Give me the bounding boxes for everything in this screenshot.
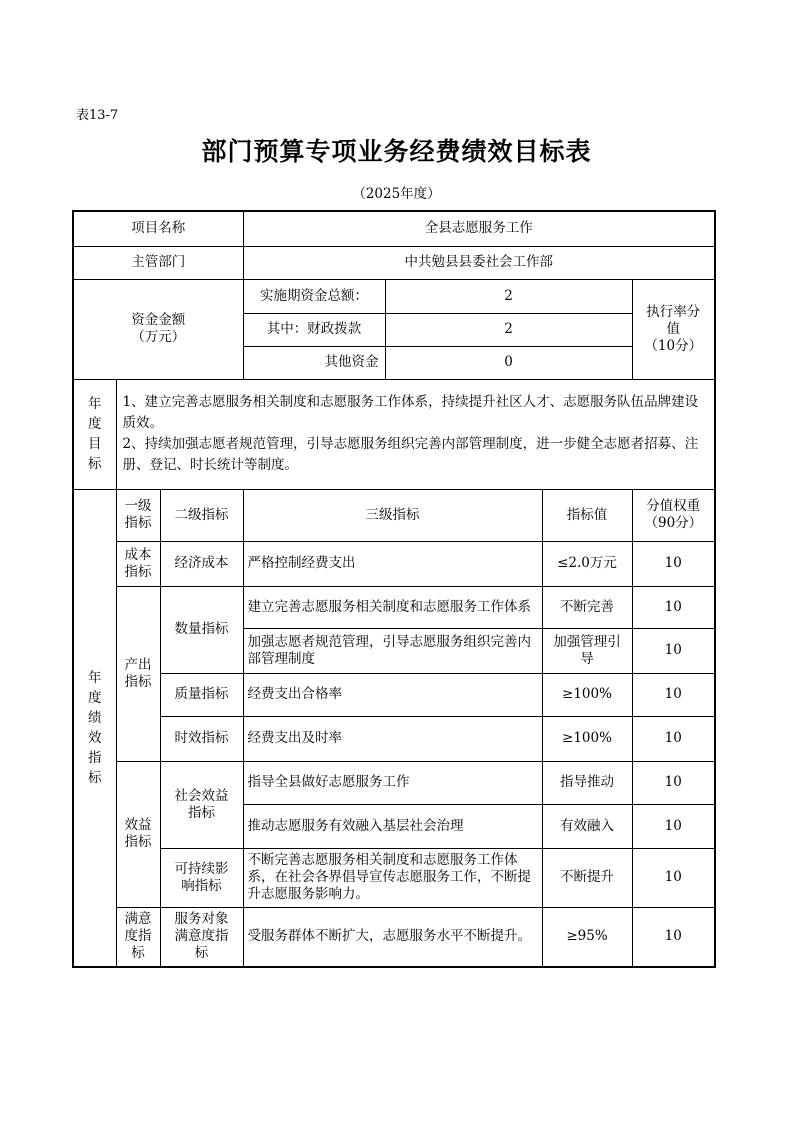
- annual-goal-item-2: 2、持续加强志愿者规范管理，引导志愿服务组织完善内部管理制度，进一步健全志愿者招募、注册、登记、时长统计等制度。: [122, 436, 699, 473]
- timeliness-level3: 经费支出及时率: [243, 716, 542, 761]
- sustain-level3: 不断完善志愿服务相关制度和志愿服务工作体系，在社会各界倡导宣传志愿服务工作，不断提升志愿服务影响力。: [243, 848, 542, 907]
- header-level2: 二级指标: [160, 489, 243, 541]
- timeliness-value: ≥100%: [542, 716, 632, 761]
- cost-value: ≤2.0万元: [542, 541, 632, 586]
- social-benefit-label: 社会效益指标: [160, 761, 243, 848]
- social-row-1-level3: 指导全县做好志愿服务工作: [243, 761, 542, 804]
- benefit-indicator-label: 效益指标: [116, 761, 160, 907]
- other-funds-label: 其他资金: [243, 346, 385, 379]
- annual-goal-label: 年度目标: [73, 379, 116, 489]
- sustain-value: 不断提升: [542, 848, 632, 907]
- timeliness-weight: 10: [632, 716, 715, 761]
- page-title: 部门预算专项业务经费绩效目标表: [201, 137, 592, 166]
- header-level3: 三级指标: [243, 489, 542, 541]
- quantity-row-2-level3: 加强志愿者规范管理，引导志愿服务组织完善内部管理制度: [243, 628, 542, 673]
- service-satisfaction-label: 服务对象满意度指标: [160, 907, 243, 967]
- quantity-row-1-weight: 10: [632, 586, 715, 628]
- header-level1: 一级指标: [116, 489, 160, 541]
- project-name-value: 全县志愿服务工作: [243, 211, 715, 246]
- annual-performance-label: 年度绩效指标: [73, 489, 116, 967]
- funds-label: [73, 279, 243, 379]
- output-indicator-label: 产出指标: [116, 586, 160, 761]
- quality-level3: 经费支出合格率: [243, 673, 542, 716]
- annual-goal-item-1: 1、建立完善志愿服务相关制度和志愿服务工作体系，持续提升社区人才、志愿服务队伍品牌建设质效。: [122, 394, 699, 431]
- sustain-indicator-label: 可持续影响指标: [160, 848, 243, 907]
- sustain-weight: 10: [632, 848, 715, 907]
- department-value: 中共勉县县委社会工作部: [243, 246, 715, 279]
- cost-weight: 10: [632, 541, 715, 586]
- social-row-1-value: 指导推动: [542, 761, 632, 804]
- execution-rate-line1: 执行率分: [646, 303, 701, 320]
- quantity-row-2-value: 加强管理引导: [542, 628, 632, 673]
- total-funds-label: 实施期资金总额：: [243, 279, 385, 313]
- department-label: 主管部门: [73, 246, 243, 279]
- timeliness-indicator-label: 时效指标: [160, 716, 243, 761]
- quantity-row-1-level3: 建立完善志愿服务相关制度和志愿服务工作体系: [243, 586, 542, 628]
- satisfaction-value: ≥95%: [542, 907, 632, 967]
- fiscal-funds-value: 2: [385, 313, 632, 346]
- social-row-2-weight: 10: [632, 804, 715, 848]
- cost-level3: 严格控制经费支出: [243, 541, 542, 586]
- fiscal-funds-label: 其中：财政拨款: [243, 313, 385, 346]
- execution-rate-line3: （10分）: [644, 337, 703, 354]
- cost-indicator-label: 成本指标: [116, 541, 160, 586]
- quality-value: ≥100%: [542, 673, 632, 716]
- project-name-label: 项目名称: [73, 211, 243, 246]
- funds-label-line2: （万元）: [131, 329, 186, 345]
- satisfaction-indicator-label: 满意度指标: [116, 907, 160, 967]
- social-row-2-level3: 推动志愿服务有效融入基层社会治理: [243, 804, 542, 848]
- performance-target-table: [72, 210, 716, 968]
- header-value: 指标值: [542, 489, 632, 541]
- quality-weight: 10: [632, 673, 715, 716]
- total-funds-value: 2: [385, 279, 632, 313]
- fiscal-year: （2025年度）: [352, 186, 441, 202]
- execution-rate-score: [632, 279, 715, 379]
- annual-goal-content: [116, 379, 715, 489]
- economic-cost-label: 经济成本: [160, 541, 243, 586]
- execution-rate-line2: 值: [666, 320, 680, 337]
- satisfaction-weight: 10: [632, 907, 715, 967]
- quantity-row-2-weight: 10: [632, 628, 715, 673]
- social-row-2-value: 有效融入: [542, 804, 632, 848]
- table-number: 表13-7: [76, 108, 119, 123]
- quality-indicator-label: 质量指标: [160, 673, 243, 716]
- other-funds-value: 0: [385, 346, 632, 379]
- social-row-1-weight: 10: [632, 761, 715, 804]
- satisfaction-level3: 受服务群体不断扩大，志愿服务水平不断提升。: [243, 907, 542, 967]
- quantity-row-1-value: 不断完善: [542, 586, 632, 628]
- funds-label-line1: 资金金额: [131, 312, 186, 328]
- header-weight: 分值权重（90分）: [632, 489, 715, 541]
- quantity-indicator-label: 数量指标: [160, 586, 243, 673]
